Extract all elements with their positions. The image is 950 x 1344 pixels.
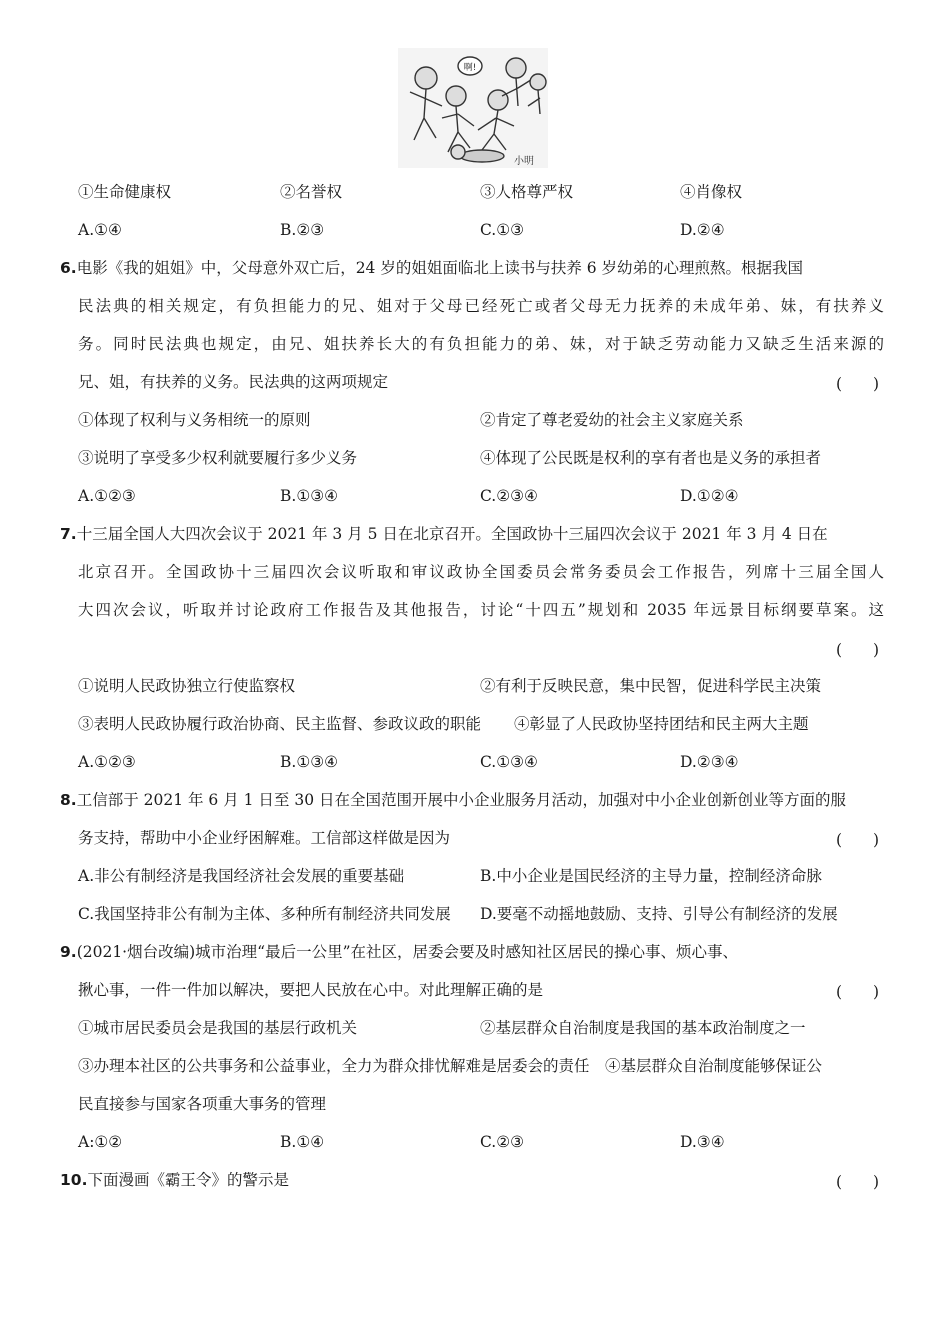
question-text-line: 电影《我的姐姐》中，父母意外双亡后，24 岁的姐姐面临北上读书与扶养 6 岁幼弟的心理煎熬。根据我国 (76, 259, 804, 277)
cartoon-illustration (398, 48, 548, 168)
answer-c: C.①③④ (480, 753, 538, 771)
answer-d: D.②④ (680, 221, 725, 239)
answer-b: B.①③④ (280, 487, 339, 505)
question-9 (60, 942, 738, 962)
option-c: C.我国坚持非公有制为主体、多种所有制经济共同发展 (78, 905, 451, 923)
question-text-line: 工信部于 2021 年 6 月 1 日至 30 日在全国范围开展中小企业服务月活动，加强对中小企业创新创业等方面的服 (76, 791, 846, 809)
question-text-line: 务。同时民法典也规定，由兄、姐扶养长大的有负担能力的弟、妹，对于缺乏劳动能力又缺乏生活来源的 (78, 335, 884, 353)
option-2: ②肯定了尊老爱幼的社会主义家庭关系 (480, 411, 744, 429)
option-3: ③说明了享受多少权利就要履行多少义务 (78, 449, 358, 467)
answer-d: D.②③④ (680, 753, 739, 771)
question-text-line: (2021·烟台改编)城市治理“最后一公里”在社区，居委会要及时感知社区居民的操心事、烦心事、 (76, 943, 739, 961)
option-4: ④体现了公民既是权利的享有者也是义务的承担者 (480, 449, 822, 467)
option-d: D.要毫不动摇地鼓励、支持、引导公有制经济的发展 (480, 905, 838, 923)
answer-a: A.①②③ (78, 753, 136, 771)
question-6 (60, 258, 803, 278)
question-text-line: 十三届全国人大四次会议于 2021 年 3 月 5 日在北京召开。全国政协十三届四次会议于 2021 年 3 月 4 日在 (76, 525, 828, 543)
answer-a: A.①②③ (78, 487, 136, 505)
question-10 (60, 1170, 289, 1190)
question-text-line: 务支持，帮助中小企业纾困解难。工信部这样做是因为 (78, 829, 451, 847)
question-number: 7. (60, 525, 77, 543)
answer-blank: ( ) (836, 1173, 880, 1191)
answer-c: C.②③ (480, 1133, 525, 1151)
option-4: ④肖像权 (680, 183, 743, 201)
cartoon-caption: 小明 (514, 156, 534, 167)
question-text-line: 北京召开。全国政协十三届四次会议听取和审议政协全国委员会常务委员会工作报告，列席十三届全国人 (78, 563, 884, 581)
option-3: ③人格尊严权 (480, 183, 574, 201)
option-a: A.非公有制经济是我国经济社会发展的重要基础 (78, 867, 405, 885)
option-b: B.中小企业是国民经济的主导力量，控制经济命脉 (480, 867, 822, 885)
question-8 (60, 790, 846, 810)
option-3: ③表明人民政协履行政治协商、民主监督、参政议政的职能 (78, 715, 482, 733)
option-2: ②基层群众自治制度是我国的基本政治制度之一 (480, 1019, 806, 1037)
answer-c: C.②③④ (480, 487, 538, 505)
answer-d: D.①②④ (680, 487, 739, 505)
option-1: ①生命健康权 (78, 183, 172, 201)
answer-c: C.①③ (480, 221, 525, 239)
answer-a: A.①④ (78, 221, 122, 239)
answer-blank: ( ) (836, 641, 880, 659)
option-4-cont: 民直接参与国家各项重大事务的管理 (78, 1095, 327, 1113)
answer-d: D.③④ (680, 1133, 725, 1151)
question-text-line: 下面漫画《霸王令》的警示是 (87, 1171, 289, 1189)
option-1: ①说明人民政协独立行使监察权 (78, 677, 296, 695)
question-number: 9. (60, 943, 77, 961)
answer-blank: ( ) (836, 983, 880, 1001)
option-3-4: ③办理本社区的公共事务和公益事业，全力为群众排忧解难是居委会的责任 ④基层群众自治制度能够保证公 (78, 1057, 823, 1075)
question-text-line: 兄、姐，有扶养的义务。民法典的这两项规定 (78, 373, 389, 391)
question-text-line: 民法典的相关规定，有负担能力的兄、姐对于父母已经死亡或者父母无力抚养的未成年弟、妹，有扶养义 (78, 297, 884, 315)
option-1: ①城市居民委员会是我国的基层行政机关 (78, 1019, 358, 1037)
option-4: ④彰显了人民政协坚持团结和民主两大主题 (514, 715, 809, 733)
answer-a: A:①② (78, 1133, 123, 1151)
answer-blank: ( ) (836, 375, 880, 393)
option-2: ②名誉权 (280, 183, 343, 201)
question-number: 6. (60, 259, 77, 277)
answer-b: B.②③ (280, 221, 325, 239)
question-number: 8. (60, 791, 77, 809)
option-2: ②有利于反映民意，集中民智，促进科学民主决策 (480, 677, 822, 695)
question-text-line: 大四次会议，听取并讨论政府工作报告及其他报告，讨论“十四五”规划和 2035 年远景目标纲要草案。这 (78, 601, 884, 619)
speech-bubble-text: 啊! (463, 63, 477, 73)
answer-b: B.①④ (280, 1133, 325, 1151)
answer-b: B.①③④ (280, 753, 339, 771)
question-number: 10. (60, 1171, 88, 1189)
question-7 (60, 524, 828, 544)
option-1: ①体现了权利与义务相统一的原则 (78, 411, 311, 429)
answer-blank: ( ) (836, 831, 880, 849)
question-text-line: 揪心事，一件一件加以解决，要把人民放在心中。对此理解正确的是 (78, 981, 544, 999)
